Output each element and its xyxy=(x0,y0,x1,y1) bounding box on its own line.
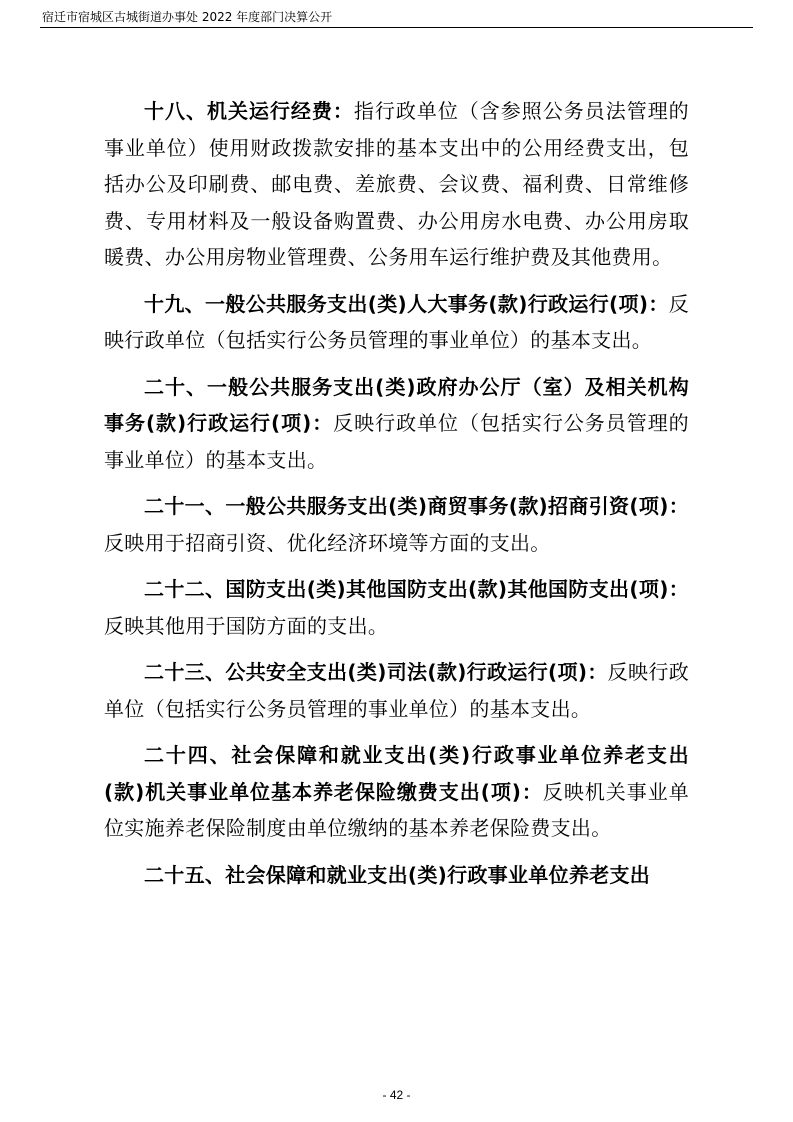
definition-term: 二十四、社会保障和就业支出(类)行政事业单位养老支出(款)机关事业单位基本养老保险缴费支出(项)： xyxy=(104,743,689,804)
definition-text: 指行政单位（含参照公务员法管理的事业单位）使用财政拨款安排的基本支出中的公用经费支出，包括办公及印刷费、邮电费、差旅费、会议费、福利费、日常维修费、专用材料及一般设备购置费、办公用房水电费、办公用房取暖费、办公用房物业管理费、公务用车运行维护费及其他费用。 xyxy=(104,99,689,269)
definition-paragraph-20 xyxy=(104,369,689,479)
definition-paragraph-19 xyxy=(104,286,689,359)
definition-term: 十九、一般公共服务支出(类)人大事务(款)行政运行(项)： xyxy=(144,291,669,316)
document-header: 宿迁市宿城区古城街道办事处 2022 年度部门决算公开 xyxy=(42,10,333,24)
definition-paragraph-22 xyxy=(104,571,689,644)
page-number: - 42 - xyxy=(382,1088,411,1102)
definition-text: 反映用于招商引资、优化经济环境等方面的支出。 xyxy=(104,530,551,555)
definition-paragraph-24 xyxy=(104,737,689,847)
definition-term: 十八、机关运行经费： xyxy=(144,99,354,123)
definition-term: 二十五、社会保障和就业支出(类)行政事业单位养老支出 xyxy=(144,862,651,887)
definition-paragraph-23 xyxy=(104,654,689,727)
definition-text: 反映机关事业单位实施养老保险制度由单位缴纳的基本养老保险费支出。 xyxy=(104,779,689,840)
definition-paragraph-21 xyxy=(104,488,689,561)
definition-text: 反映行政单位（包括实行公务员管理的事业单位）的基本支出。 xyxy=(104,291,689,352)
definition-text: 反映行政单位（包括实行公务员管理的事业单位）的基本支出。 xyxy=(104,411,689,472)
definition-term: 二十三、公共安全支出(类)司法(款)行政运行(项)： xyxy=(144,660,608,684)
definition-text: 反映行政单位（包括实行公务员管理的事业单位）的基本支出。 xyxy=(104,660,689,721)
definition-term: 二十、一般公共服务支出(类)政府办公厅（室）及相关机构事务(款)行政运行(项)： xyxy=(104,374,689,435)
definition-paragraph-25 xyxy=(104,857,689,894)
definition-paragraph-18 xyxy=(104,93,689,276)
definition-term: 二十二、国防支出(类)其他国防支出(款)其他国防支出(项)： xyxy=(144,577,689,601)
definition-text: 反映其他用于国防方面的支出。 xyxy=(104,613,389,638)
header-divider xyxy=(40,27,753,28)
definition-term: 二十一、一般公共服务支出(类)商贸事务(款)招商引资(项)： xyxy=(144,494,689,518)
document-body xyxy=(104,93,689,903)
